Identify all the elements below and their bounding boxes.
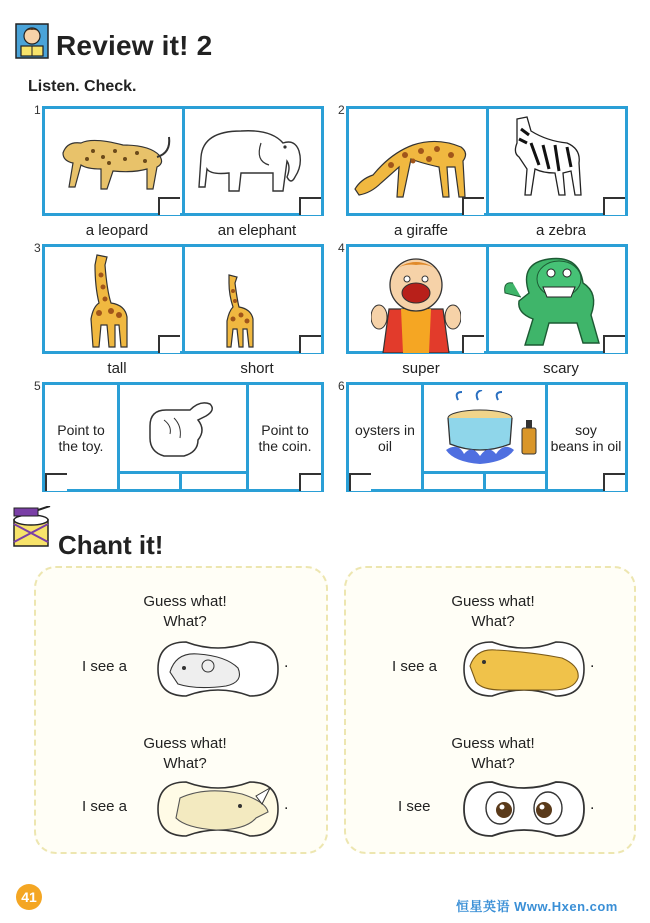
item-3-left-label: tall — [107, 360, 127, 377]
item-4-right-label: scary — [543, 360, 579, 377]
i-see-text: I see a — [82, 658, 128, 675]
drum-icon — [10, 506, 52, 550]
item-3-right-label: short — [240, 360, 274, 377]
item-2-left-label: a giraffe — [394, 222, 448, 239]
peek-hole-eyes-picture — [462, 778, 586, 840]
item-4-frame — [346, 244, 628, 354]
item-6-left-text: oysters in oil — [355, 422, 415, 454]
pointing-glove-picture — [142, 396, 222, 462]
chant-line: Guess what! — [143, 735, 227, 752]
elephant-picture — [191, 121, 311, 197]
item-2-right-label: a zebra — [535, 222, 587, 239]
instruction: Listen. Check. — [28, 78, 137, 95]
check-box[interactable] — [462, 335, 484, 353]
leopard-picture — [53, 123, 173, 195]
check-box[interactable] — [299, 335, 321, 353]
chant-line: Guess what! — [143, 593, 227, 610]
item-1-left-label: a leopard — [85, 222, 149, 239]
check-box[interactable] — [349, 473, 371, 491]
peek-hole-hippo-picture — [156, 638, 280, 700]
chant-line: Guess what! — [451, 735, 535, 752]
item-number: 4 — [338, 241, 345, 255]
item-6-right-text: soy beans in oil — [550, 422, 622, 454]
item-2-frame — [346, 106, 628, 216]
zebra-picture — [497, 113, 587, 199]
chant-title: Chant it! — [58, 530, 164, 560]
item-1-right-label: an elephant — [217, 222, 297, 239]
chant-panel-left — [34, 566, 328, 854]
item-5-left-text: Point to the toy. — [57, 422, 105, 454]
chant-line: What? — [471, 613, 515, 630]
item-5-frame — [42, 382, 324, 492]
item-4-left-label: super — [402, 360, 440, 377]
period: . — [284, 796, 289, 813]
cooking-pot-picture — [428, 390, 542, 470]
page-number: 41 — [16, 884, 42, 910]
item-6-frame — [346, 382, 628, 492]
period: . — [284, 654, 289, 671]
check-box[interactable] — [299, 197, 321, 215]
item-3-frame — [42, 244, 324, 354]
item-number: 3 — [34, 241, 41, 255]
peek-hole-lion-picture — [462, 638, 586, 700]
i-see-text: I see a — [392, 658, 438, 675]
short-giraffe-picture — [215, 271, 265, 351]
period: . — [590, 654, 595, 671]
chant-line: What? — [471, 755, 515, 772]
i-see-text: I see a — [82, 798, 128, 815]
item-5-right-text: Point to the coin. — [258, 422, 312, 454]
item-number: 1 — [34, 103, 41, 117]
check-box[interactable] — [158, 197, 180, 215]
check-box[interactable] — [603, 473, 625, 491]
giraffe-picture — [351, 123, 481, 203]
chant-line: What? — [163, 613, 207, 630]
period: . — [590, 796, 595, 813]
item-1-frame — [42, 106, 324, 216]
chant-line: What? — [163, 755, 207, 772]
check-box[interactable] — [299, 473, 321, 491]
scary-monster-picture — [499, 253, 609, 349]
item-number: 6 — [338, 379, 345, 393]
check-box[interactable] — [158, 335, 180, 353]
check-box[interactable] — [45, 473, 67, 491]
i-see-text: I see — [398, 798, 431, 815]
item-number: 5 — [34, 379, 41, 393]
tall-giraffe-picture — [75, 251, 135, 351]
super-boy-picture — [371, 253, 461, 353]
watermark: 恒星英语 Www.Hxen.com — [456, 899, 618, 914]
chant-panel-right — [344, 566, 636, 854]
item-number: 2 — [338, 103, 345, 117]
chant-line: Guess what! — [451, 593, 535, 610]
check-box[interactable] — [603, 197, 625, 215]
boy-reading-icon — [14, 22, 50, 60]
peek-hole-rhino-picture — [156, 778, 280, 840]
page-title: Review it! 2 — [56, 30, 213, 61]
